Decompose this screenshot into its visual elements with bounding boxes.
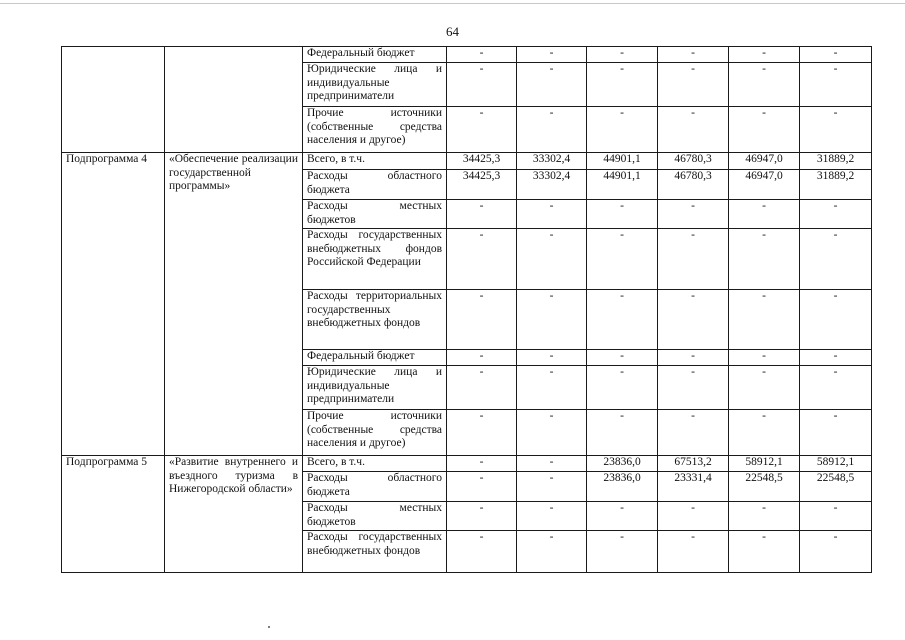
- funding-source-cell: Расходы местных бюджетов: [303, 200, 447, 229]
- year-value-cell: -: [658, 410, 729, 456]
- subprogram-number-cell: [62, 47, 165, 153]
- year-value-cell: -: [800, 63, 872, 107]
- year-value-cell: -: [729, 229, 800, 290]
- year-value-cell: -: [587, 63, 658, 107]
- year-value-cell: -: [587, 531, 658, 573]
- funding-source-cell: Расходы областного бюджета: [303, 170, 447, 200]
- year-value-cell: 44901,1: [587, 170, 658, 200]
- year-value-cell: -: [658, 350, 729, 366]
- year-value-cell: -: [447, 107, 517, 153]
- year-value-cell: -: [517, 107, 587, 153]
- funding-source-cell: Расходы государственных внебюджетных фондов Российской Федерации: [303, 229, 447, 290]
- year-value-cell: -: [729, 531, 800, 573]
- funding-source-cell: Юридические лица и индивидуальные предприниматели: [303, 366, 447, 410]
- subprogram-number-cell: Подпрограмма 5: [62, 456, 165, 573]
- year-value-cell: -: [729, 410, 800, 456]
- year-value-cell: -: [658, 200, 729, 229]
- year-value-cell: 44901,1: [587, 153, 658, 170]
- year-value-cell: -: [587, 350, 658, 366]
- year-value-cell: 33302,4: [517, 153, 587, 170]
- subprogram-title-cell: [165, 47, 303, 153]
- year-value-cell: 31889,2: [800, 153, 872, 170]
- year-value-cell: -: [658, 63, 729, 107]
- year-value-cell: -: [447, 200, 517, 229]
- table-row: [62, 47, 872, 63]
- funding-source-cell: Юридические лица и индивидуальные предприниматели: [303, 63, 447, 107]
- year-value-cell: -: [658, 531, 729, 573]
- year-value-cell: 46947,0: [729, 170, 800, 200]
- year-value-cell: -: [517, 410, 587, 456]
- year-value-cell: 23836,0: [587, 456, 658, 472]
- year-value-cell: -: [800, 502, 872, 531]
- year-value-cell: -: [729, 107, 800, 153]
- page-number: 64: [446, 24, 459, 39]
- year-value-cell: -: [447, 290, 517, 350]
- year-value-cell: -: [800, 290, 872, 350]
- year-value-cell: -: [729, 290, 800, 350]
- year-value-cell: 46780,3: [658, 170, 729, 200]
- year-value-cell: -: [800, 229, 872, 290]
- table-row: [62, 456, 872, 472]
- funding-source-cell: Всего, в т.ч.: [303, 153, 447, 170]
- year-value-cell: -: [447, 456, 517, 472]
- year-value-cell: -: [800, 47, 872, 63]
- year-value-cell: -: [517, 472, 587, 502]
- year-value-cell: -: [587, 502, 658, 531]
- funding-source-cell: Федеральный бюджет: [303, 350, 447, 366]
- year-value-cell: -: [517, 63, 587, 107]
- funding-source-cell: Расходы местных бюджетов: [303, 502, 447, 531]
- year-value-cell: 46947,0: [729, 153, 800, 170]
- year-value-cell: -: [729, 366, 800, 410]
- year-value-cell: 34425,3: [447, 170, 517, 200]
- funding-source-cell: Расходы территориальных государственных внебюджетных фондов: [303, 290, 447, 350]
- year-value-cell: -: [517, 366, 587, 410]
- year-value-cell: -: [517, 531, 587, 573]
- year-value-cell: -: [587, 410, 658, 456]
- subprogram-title-cell: «Развитие внутреннего и въездного туризма в Нижегородской области»: [165, 456, 303, 573]
- year-value-cell: -: [447, 502, 517, 531]
- year-value-cell: -: [800, 350, 872, 366]
- year-value-cell: -: [800, 200, 872, 229]
- year-value-cell: 31889,2: [800, 170, 872, 200]
- table-row: [62, 153, 872, 170]
- year-value-cell: -: [658, 366, 729, 410]
- budget-table: [61, 46, 872, 573]
- year-value-cell: 67513,2: [658, 456, 729, 472]
- year-value-cell: 22548,5: [800, 472, 872, 502]
- funding-source-cell: Прочие источники (собственные средства населения и другое): [303, 410, 447, 456]
- year-value-cell: -: [658, 502, 729, 531]
- year-value-cell: -: [587, 200, 658, 229]
- year-value-cell: -: [587, 229, 658, 290]
- year-value-cell: -: [447, 63, 517, 107]
- year-value-cell: -: [447, 47, 517, 63]
- funding-source-cell: Расходы областного бюджета: [303, 472, 447, 502]
- year-value-cell: -: [587, 47, 658, 63]
- year-value-cell: -: [447, 531, 517, 573]
- year-value-cell: -: [447, 410, 517, 456]
- year-value-cell: -: [729, 47, 800, 63]
- year-value-cell: -: [658, 290, 729, 350]
- year-value-cell: -: [517, 200, 587, 229]
- budget-table-body: [62, 47, 872, 573]
- year-value-cell: 33302,4: [517, 170, 587, 200]
- year-value-cell: -: [447, 472, 517, 502]
- year-value-cell: -: [517, 290, 587, 350]
- funding-source-cell: Прочие источники (собственные средства населения и другое): [303, 107, 447, 153]
- funding-source-cell: Федеральный бюджет: [303, 47, 447, 63]
- funding-source-cell: Всего, в т.ч.: [303, 456, 447, 472]
- year-value-cell: -: [447, 350, 517, 366]
- year-value-cell: -: [517, 350, 587, 366]
- year-value-cell: -: [729, 350, 800, 366]
- subprogram-title-cell: «Обеспечение реализации государственной программы»: [165, 153, 303, 456]
- year-value-cell: -: [517, 47, 587, 63]
- year-value-cell: -: [517, 456, 587, 472]
- year-value-cell: -: [658, 229, 729, 290]
- year-value-cell: 58912,1: [800, 456, 872, 472]
- year-value-cell: -: [800, 107, 872, 153]
- scan-edge-line: [0, 3, 905, 4]
- year-value-cell: -: [800, 531, 872, 573]
- year-value-cell: -: [800, 366, 872, 410]
- year-value-cell: -: [587, 290, 658, 350]
- year-value-cell: 46780,3: [658, 153, 729, 170]
- year-value-cell: -: [587, 366, 658, 410]
- year-value-cell: 23836,0: [587, 472, 658, 502]
- year-value-cell: 34425,3: [447, 153, 517, 170]
- year-value-cell: -: [447, 366, 517, 410]
- subprogram-number-cell: Подпрограмма 4: [62, 153, 165, 456]
- year-value-cell: 22548,5: [729, 472, 800, 502]
- year-value-cell: -: [658, 47, 729, 63]
- year-value-cell: 58912,1: [729, 456, 800, 472]
- year-value-cell: -: [587, 107, 658, 153]
- funding-source-cell: Расходы государственных внебюджетных фондов: [303, 531, 447, 573]
- year-value-cell: -: [800, 410, 872, 456]
- year-value-cell: -: [729, 200, 800, 229]
- scan-speck: [268, 626, 270, 628]
- year-value-cell: -: [517, 229, 587, 290]
- year-value-cell: -: [517, 502, 587, 531]
- year-value-cell: -: [729, 502, 800, 531]
- year-value-cell: -: [729, 63, 800, 107]
- year-value-cell: -: [658, 107, 729, 153]
- year-value-cell: -: [447, 229, 517, 290]
- year-value-cell: 23331,4: [658, 472, 729, 502]
